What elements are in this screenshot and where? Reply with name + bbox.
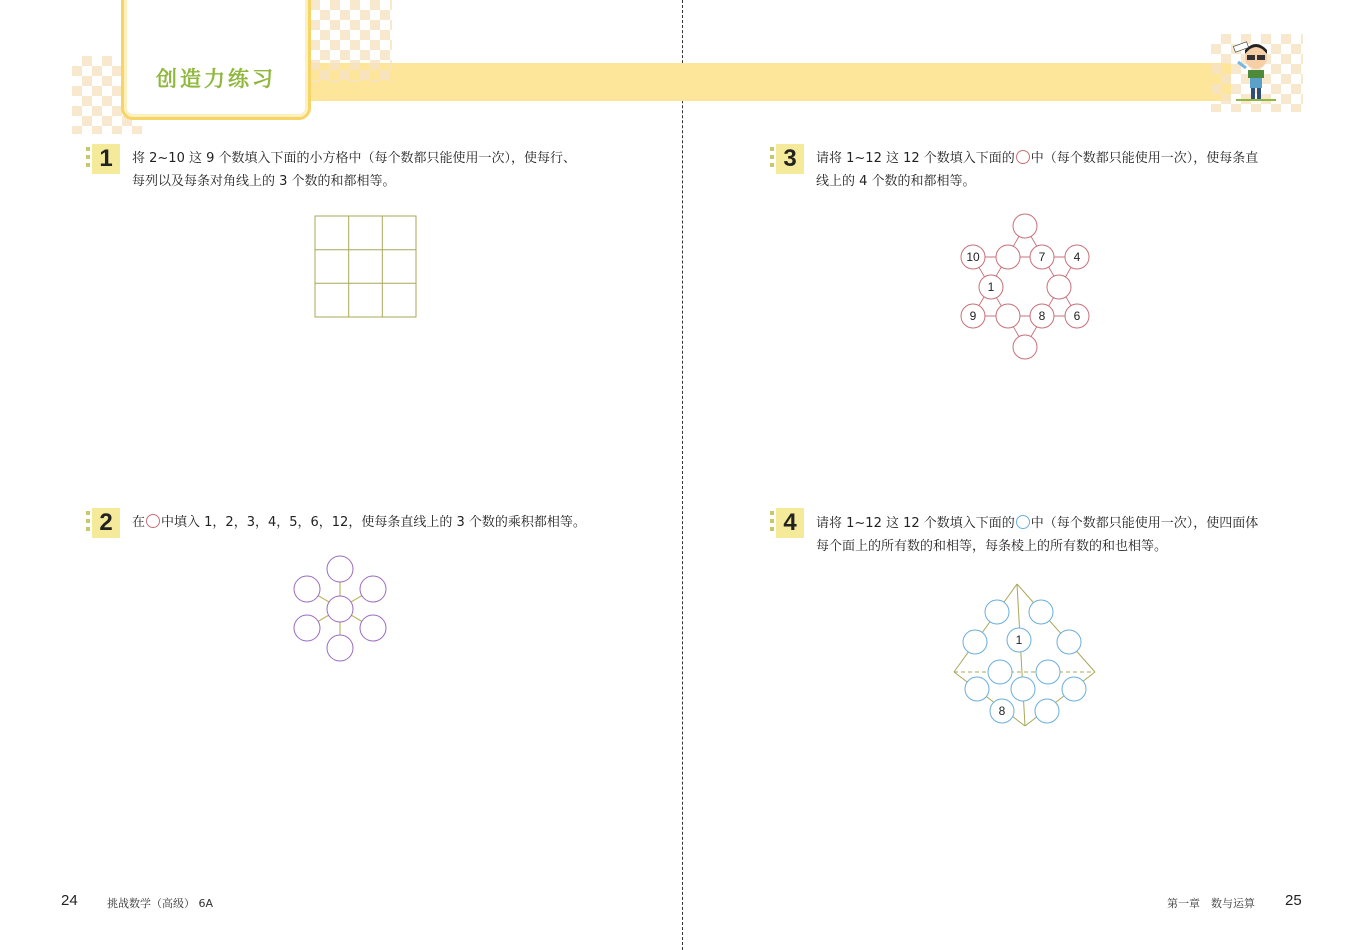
- section-title-tab: [121, 0, 311, 120]
- question-1-line-2: 每列以及每条对角线上的 3 个数的和都相等。: [132, 174, 396, 189]
- tetrahedron-circle-diagram: [951, 580, 1101, 730]
- question-3-text-post: 中（每个数都只能使用一次），使每条直: [1030, 151, 1259, 166]
- hexagram-circle-diagram: [957, 212, 1093, 362]
- question-number-2: 2: [92, 508, 120, 538]
- given-number: 8: [1038, 309, 1046, 323]
- question-4-text-post: 中（每个数都只能使用一次），使四面体: [1030, 516, 1259, 531]
- given-number: 4: [1073, 250, 1081, 264]
- question-3-text-pre: 请将 1~12 这 12 个数填入下面的: [816, 151, 1015, 166]
- chapter-title: 第一章 数与运算: [1167, 897, 1255, 910]
- question-number-1: 1: [92, 144, 120, 174]
- question-number-4: 4: [776, 508, 804, 538]
- right-page: [681, 0, 1362, 950]
- book-title: 挑战数学（高级） 6A: [107, 897, 214, 910]
- question-3-text: [816, 147, 1286, 193]
- given-number: 10: [966, 250, 980, 264]
- magic-square-grid: [314, 215, 418, 319]
- title-banner-band-right: [681, 63, 1231, 101]
- given-number: 6: [1073, 309, 1081, 323]
- question-number-3: 3: [776, 144, 804, 174]
- question-4-text-pre: 请将 1~12 这 12 个数填入下面的: [816, 516, 1015, 531]
- section-title: 创造力练习: [156, 67, 276, 91]
- given-number: 1: [1015, 633, 1023, 647]
- circle-icon: [1016, 515, 1030, 529]
- question-1-text: [132, 147, 652, 193]
- question-2-text: [132, 511, 652, 534]
- given-number: 9: [969, 309, 977, 323]
- question-3-line-2: 线上的 4 个数的和都相等。: [816, 174, 976, 189]
- question-4-line-2: 每个面上的所有数的和相等，每条棱上的所有数的和也相等。: [816, 539, 1168, 554]
- given-number: 7: [1038, 250, 1046, 264]
- given-number: 8: [998, 704, 1006, 718]
- checker-decoration-top: [300, 0, 392, 82]
- circle-icon: [146, 514, 160, 528]
- question-2-text-post: 中填入 1，2，3，4，5，6，12，使每条直线上的 3 个数的乘积都相等。: [161, 515, 586, 530]
- question-4-text: [816, 512, 1286, 558]
- flower-circle-diagram: [290, 555, 390, 663]
- circle-icon: [1016, 150, 1030, 164]
- left-page-number: 24: [61, 892, 78, 909]
- right-page-number: 25: [1285, 892, 1302, 909]
- question-1-line-1: 将 2~10 这 9 个数填入下面的小方格中（每个数都只能使用一次），使每行、: [132, 151, 577, 166]
- cartoon-boy-mascot-icon: [1232, 38, 1280, 104]
- given-number: 1: [987, 280, 995, 294]
- question-2-text-pre: 在: [132, 515, 146, 530]
